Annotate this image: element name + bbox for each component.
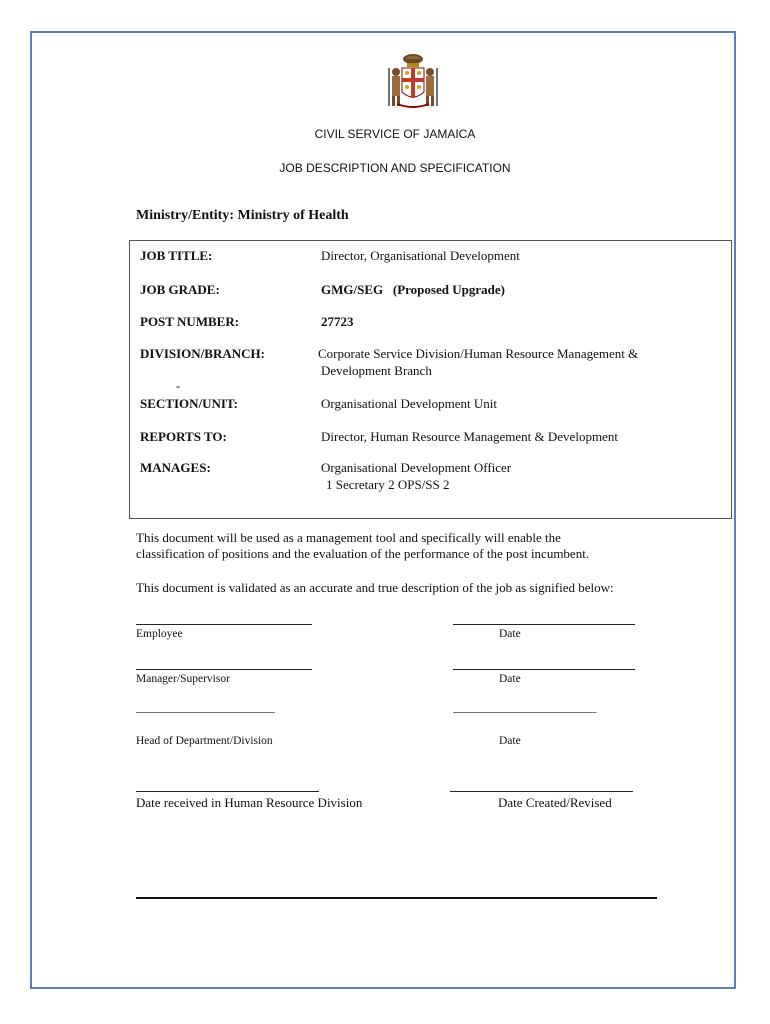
jamaica-coat-of-arms-icon	[383, 50, 443, 110]
employee-signature-line[interactable]	[136, 624, 312, 625]
manages-value-line2: 1 Secretary 2 OPS/SS 2	[326, 477, 450, 492]
hr-received-label: Date received in Human Resource Division	[136, 795, 363, 810]
stray-dash: -	[176, 378, 181, 393]
manager-date-line[interactable]	[453, 669, 635, 670]
bottom-rule	[136, 897, 657, 899]
ministry-line: Ministry/Entity: Ministry of Health	[136, 208, 349, 223]
organization-heading: CIVIL SERVICE OF JAMAICA	[314, 127, 476, 141]
usage-paragraph-line2: classification of positions and the evaluation of the performance of the post incumbent.	[136, 546, 590, 561]
usage-paragraph-line1: This document will be used as a management tool and specifically will enable the	[136, 530, 561, 545]
document-title: JOB DESCRIPTION AND SPECIFICATION	[279, 161, 511, 175]
employee-date-label: Date	[499, 628, 521, 640]
division-value-line1: Corporate Service Division/Human Resource Management &	[318, 346, 639, 361]
reports-to-label: REPORTS TO:	[140, 429, 227, 444]
manager-label: Manager/Supervisor	[136, 673, 230, 685]
job-title-value: Director, Organisational Development	[321, 248, 520, 263]
manager-date-label: Date	[499, 673, 521, 685]
date-created-line[interactable]	[450, 791, 633, 792]
post-number-label: POST NUMBER:	[140, 314, 240, 329]
head-of-department-label: Head of Department/Division	[136, 735, 273, 747]
manages-value-line1: Organisational Development Officer	[321, 460, 512, 475]
manager-signature-line[interactable]	[136, 669, 312, 670]
job-grade-value: GMG/SEG (Proposed Upgrade)	[321, 282, 505, 297]
division-label: DIVISION/BRANCH:	[140, 346, 265, 361]
section-value: Organisational Development Unit	[321, 396, 497, 411]
job-title-label: JOB TITLE:	[140, 248, 213, 263]
employee-date-line[interactable]	[453, 624, 635, 625]
validation-paragraph: This document is validated as an accurate and true description of the job as signified below:	[136, 580, 614, 595]
head-date-label: Date	[499, 735, 521, 747]
head-signature-dashes[interactable]: _____________________________	[136, 702, 274, 714]
post-number-value: 27723	[321, 314, 354, 329]
head-date-dashes[interactable]: ______________________________	[453, 702, 596, 714]
manages-label: MANAGES:	[140, 460, 211, 475]
employee-label: Employee	[136, 628, 183, 640]
division-value-line2: Development Branch	[321, 363, 432, 378]
date-created-label: Date Created/Revised	[498, 795, 612, 810]
reports-to-value: Director, Human Resource Management & Development	[321, 429, 618, 444]
hr-received-line[interactable]	[136, 791, 319, 792]
job-grade-label: JOB GRADE:	[140, 282, 220, 297]
section-label: SECTION/UNIT:	[140, 396, 239, 411]
